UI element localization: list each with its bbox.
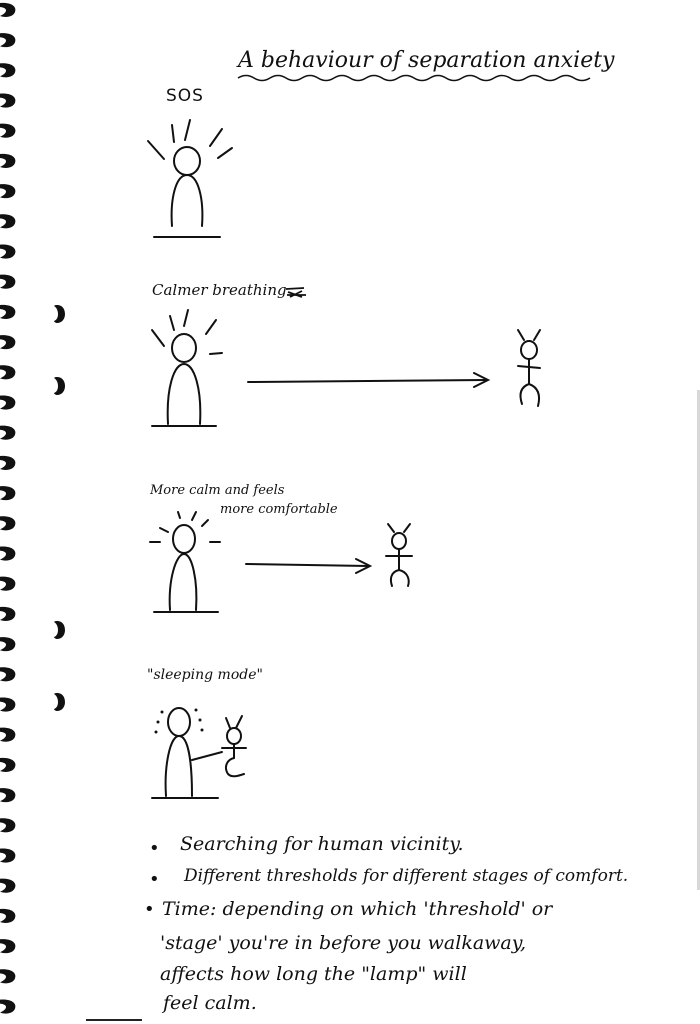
spiral-coil-icon	[0, 93, 15, 107]
punch-hole-icon	[48, 692, 66, 712]
spiral-coil-icon	[0, 939, 15, 953]
note-line: Searching for human vicinity.	[180, 833, 464, 855]
spiral-coil-icon	[0, 154, 15, 168]
spiral-coil-icon	[0, 365, 15, 379]
spiral-coil-icon	[0, 486, 15, 500]
punch-hole-icon	[48, 304, 66, 324]
spiral-coil-icon	[0, 607, 15, 621]
stick-person-icon	[508, 326, 554, 408]
punch-hole-icon	[48, 620, 66, 640]
spiral-coil-icon	[0, 637, 15, 651]
scene2-caption: Calmer breathing	[152, 281, 287, 299]
spiral-coil-icon	[0, 577, 15, 591]
spiral-coil-icon	[0, 728, 15, 742]
note-line: feel calm.	[163, 992, 257, 1014]
page-title: A behaviour of separation anxiety	[238, 48, 615, 73]
spiral-coil-icon	[0, 848, 15, 862]
arrow-right-icon	[246, 370, 496, 392]
spiral-coil-icon	[0, 667, 15, 681]
scene4-caption: "sleeping mode"	[147, 667, 263, 683]
spiral-coil-icon	[0, 697, 15, 711]
spiral-coil-icon	[0, 456, 15, 470]
lamp-figure-icon	[148, 700, 258, 804]
spiral-coil-icon	[0, 818, 15, 832]
spiral-coil-icon	[0, 969, 15, 983]
spiral-coil-icon	[0, 546, 15, 560]
spiral-coil-icon	[0, 999, 15, 1013]
scene3-caption-line2: more comfortable	[220, 502, 338, 517]
scribble-mark	[284, 285, 308, 299]
title-underline	[236, 72, 596, 84]
bullet-marker: •	[149, 869, 160, 890]
note-line: affects how long the "lamp" will	[160, 963, 467, 985]
note-line: Different thresholds for different stages of comfort.	[184, 866, 629, 886]
spiral-coil-icon	[0, 758, 15, 772]
spiral-coil-icon	[0, 426, 15, 440]
note-line: Time: depending on which 'threshold' or	[162, 898, 553, 920]
spiral-coil-icon	[0, 335, 15, 349]
lamp-figure-icon	[140, 108, 250, 240]
spiral-coil-icon	[0, 879, 15, 893]
spiral-coil-icon	[0, 275, 15, 289]
spiral-coil-icon	[0, 788, 15, 802]
scene3-caption-line1: More calm and feels	[150, 483, 285, 498]
scene1-caption: SOS	[166, 86, 204, 106]
punch-hole-icon	[48, 376, 66, 396]
spiral-coil-icon	[0, 305, 15, 319]
spiral-coil-icon	[0, 214, 15, 228]
spiral-coil-icon	[0, 63, 15, 77]
spiral-coil-icon	[0, 395, 15, 409]
spiral-coil-icon	[0, 124, 15, 138]
note-line: 'stage' you're in before you walkaway,	[160, 932, 527, 954]
spiral-coil-icon	[0, 516, 15, 530]
page-bottom-rule	[86, 1019, 142, 1021]
arrow-right-icon	[244, 554, 374, 576]
spiral-coil-icon	[0, 184, 15, 198]
spiral-coil-icon	[0, 33, 15, 47]
stick-person-icon	[380, 520, 420, 590]
bullet-marker: •	[144, 899, 155, 920]
spiral-coil-icon	[0, 909, 15, 923]
lamp-figure-icon	[144, 306, 244, 430]
spiral-binding-icon	[0, 0, 24, 1024]
spiral-coil-icon	[0, 3, 15, 17]
bullet-marker: •	[149, 838, 160, 859]
spiral-coil-icon	[0, 244, 15, 258]
lamp-figure-icon	[146, 508, 236, 618]
